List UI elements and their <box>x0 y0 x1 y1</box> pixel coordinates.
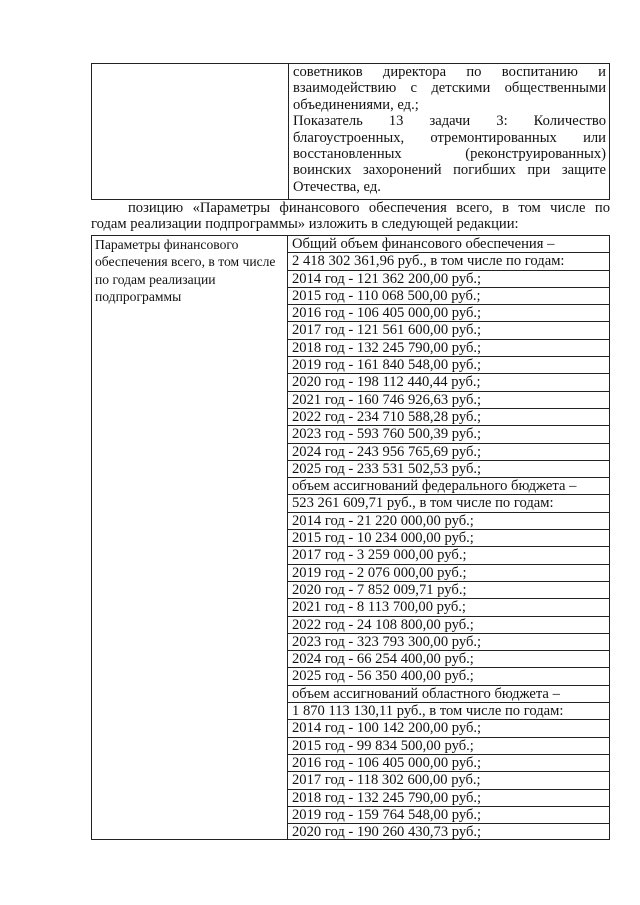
financing-row: 2025 год - 233 531 502,53 руб.; <box>288 461 609 478</box>
financing-row: 2018 год - 132 245 790,00 руб.; <box>288 340 609 357</box>
financing-row: 2016 год - 106 405 000,00 руб.; <box>288 755 609 772</box>
financing-row: объем ассигнований федерального бюджета – <box>288 478 609 495</box>
financing-row: 2015 год - 99 834 500,00 руб.; <box>288 738 609 755</box>
continuation-line: восстановленных (реконструированных) <box>293 146 606 163</box>
financing-row: 2019 год - 2 076 000,00 руб.; <box>288 565 609 582</box>
financing-row: 2024 год - 66 254 400,00 руб.; <box>288 651 609 668</box>
financing-row: 2015 год - 10 234 000,00 руб.; <box>288 530 609 547</box>
financing-row: объем ассигнований областного бюджета – <box>288 686 609 703</box>
financing-row: 2017 год - 121 561 600,00 руб.; <box>288 322 609 339</box>
financing-row: 2020 год - 190 260 430,73 руб.; <box>292 824 482 841</box>
financing-row: 2021 год - 160 746 926,63 руб.; <box>288 392 609 409</box>
financing-row: 2023 год - 593 760 500,39 руб.; <box>288 426 609 443</box>
continuation-table-right-cell <box>289 64 609 199</box>
amendment-paragraph <box>91 200 610 233</box>
continuation-line: Отечества, ед. <box>293 178 381 195</box>
financing-parameters-label: Параметры финансового обеспечения всего, в том числе по годам реализации подпрограммы <box>92 236 288 839</box>
financing-row: 1 870 113 130,11 руб., в том числе по годам: <box>288 703 609 720</box>
financing-parameters-values <box>288 236 609 839</box>
financing-row: 2014 год - 100 142 200,00 руб.; <box>288 720 609 737</box>
continuation-line: взаимодействию с детскими общественными <box>293 80 606 97</box>
continuation-line: воинских захоронений погибших при защите <box>293 162 606 179</box>
continuation-line: Показатель 13 задачи 3: Количество <box>293 113 606 130</box>
financing-row: 2014 год - 21 220 000,00 руб.; <box>288 513 609 530</box>
continuation-line: советников директора по воспитанию и <box>293 64 606 80</box>
amendment-paragraph-line-2: годам реализации подпрограммы» изложить в следующей редакции: <box>91 216 519 233</box>
financing-row: 2020 год - 7 852 009,71 руб.; <box>288 582 609 599</box>
financing-row: 2017 год - 118 302 600,00 руб.; <box>288 772 609 789</box>
continuation-table-left-cell <box>92 64 289 199</box>
amendment-paragraph-line-1: позицию «Параметры финансового обеспечения всего, в том числе по <box>128 200 610 216</box>
financing-row: 523 261 609,71 руб., в том числе по годам: <box>288 495 609 512</box>
financing-parameters-table <box>91 235 610 840</box>
financing-row: 2019 год - 159 764 548,00 руб.; <box>288 807 609 824</box>
financing-row: 2023 год - 323 793 300,00 руб.; <box>288 634 609 651</box>
financing-row: 2025 год - 56 350 400,00 руб.; <box>288 668 609 685</box>
continuation-table <box>91 63 610 200</box>
financing-row: 2014 год - 121 362 200,00 руб.; <box>288 271 609 288</box>
financing-row: 2022 год - 234 710 588,28 руб.; <box>288 409 609 426</box>
financing-row: 2015 год - 110 068 500,00 руб.; <box>288 288 609 305</box>
continuation-line: благоустроенных, отремонтированных или <box>293 129 606 146</box>
financing-row: 2021 год - 8 113 700,00 руб.; <box>288 599 609 616</box>
financing-row: 2022 год - 24 108 800,00 руб.; <box>288 617 609 634</box>
financing-row: 2020 год - 198 112 440,44 руб.; <box>288 374 609 391</box>
financing-row: Общий объем финансового обеспечения – <box>288 236 609 253</box>
financing-row: 2 418 302 361,96 руб., в том числе по годам: <box>288 253 609 270</box>
financing-row: 2019 год - 161 840 548,00 руб.; <box>288 357 609 374</box>
financing-row: 2017 год - 3 259 000,00 руб.; <box>288 547 609 564</box>
continuation-line: объединениями, ед.; <box>293 96 419 113</box>
financing-row: 2016 год - 106 405 000,00 руб.; <box>288 305 609 322</box>
financing-row: 2018 год - 132 245 790,00 руб.; <box>288 790 609 807</box>
financing-row: 2024 год - 243 956 765,69 руб.; <box>288 444 609 461</box>
